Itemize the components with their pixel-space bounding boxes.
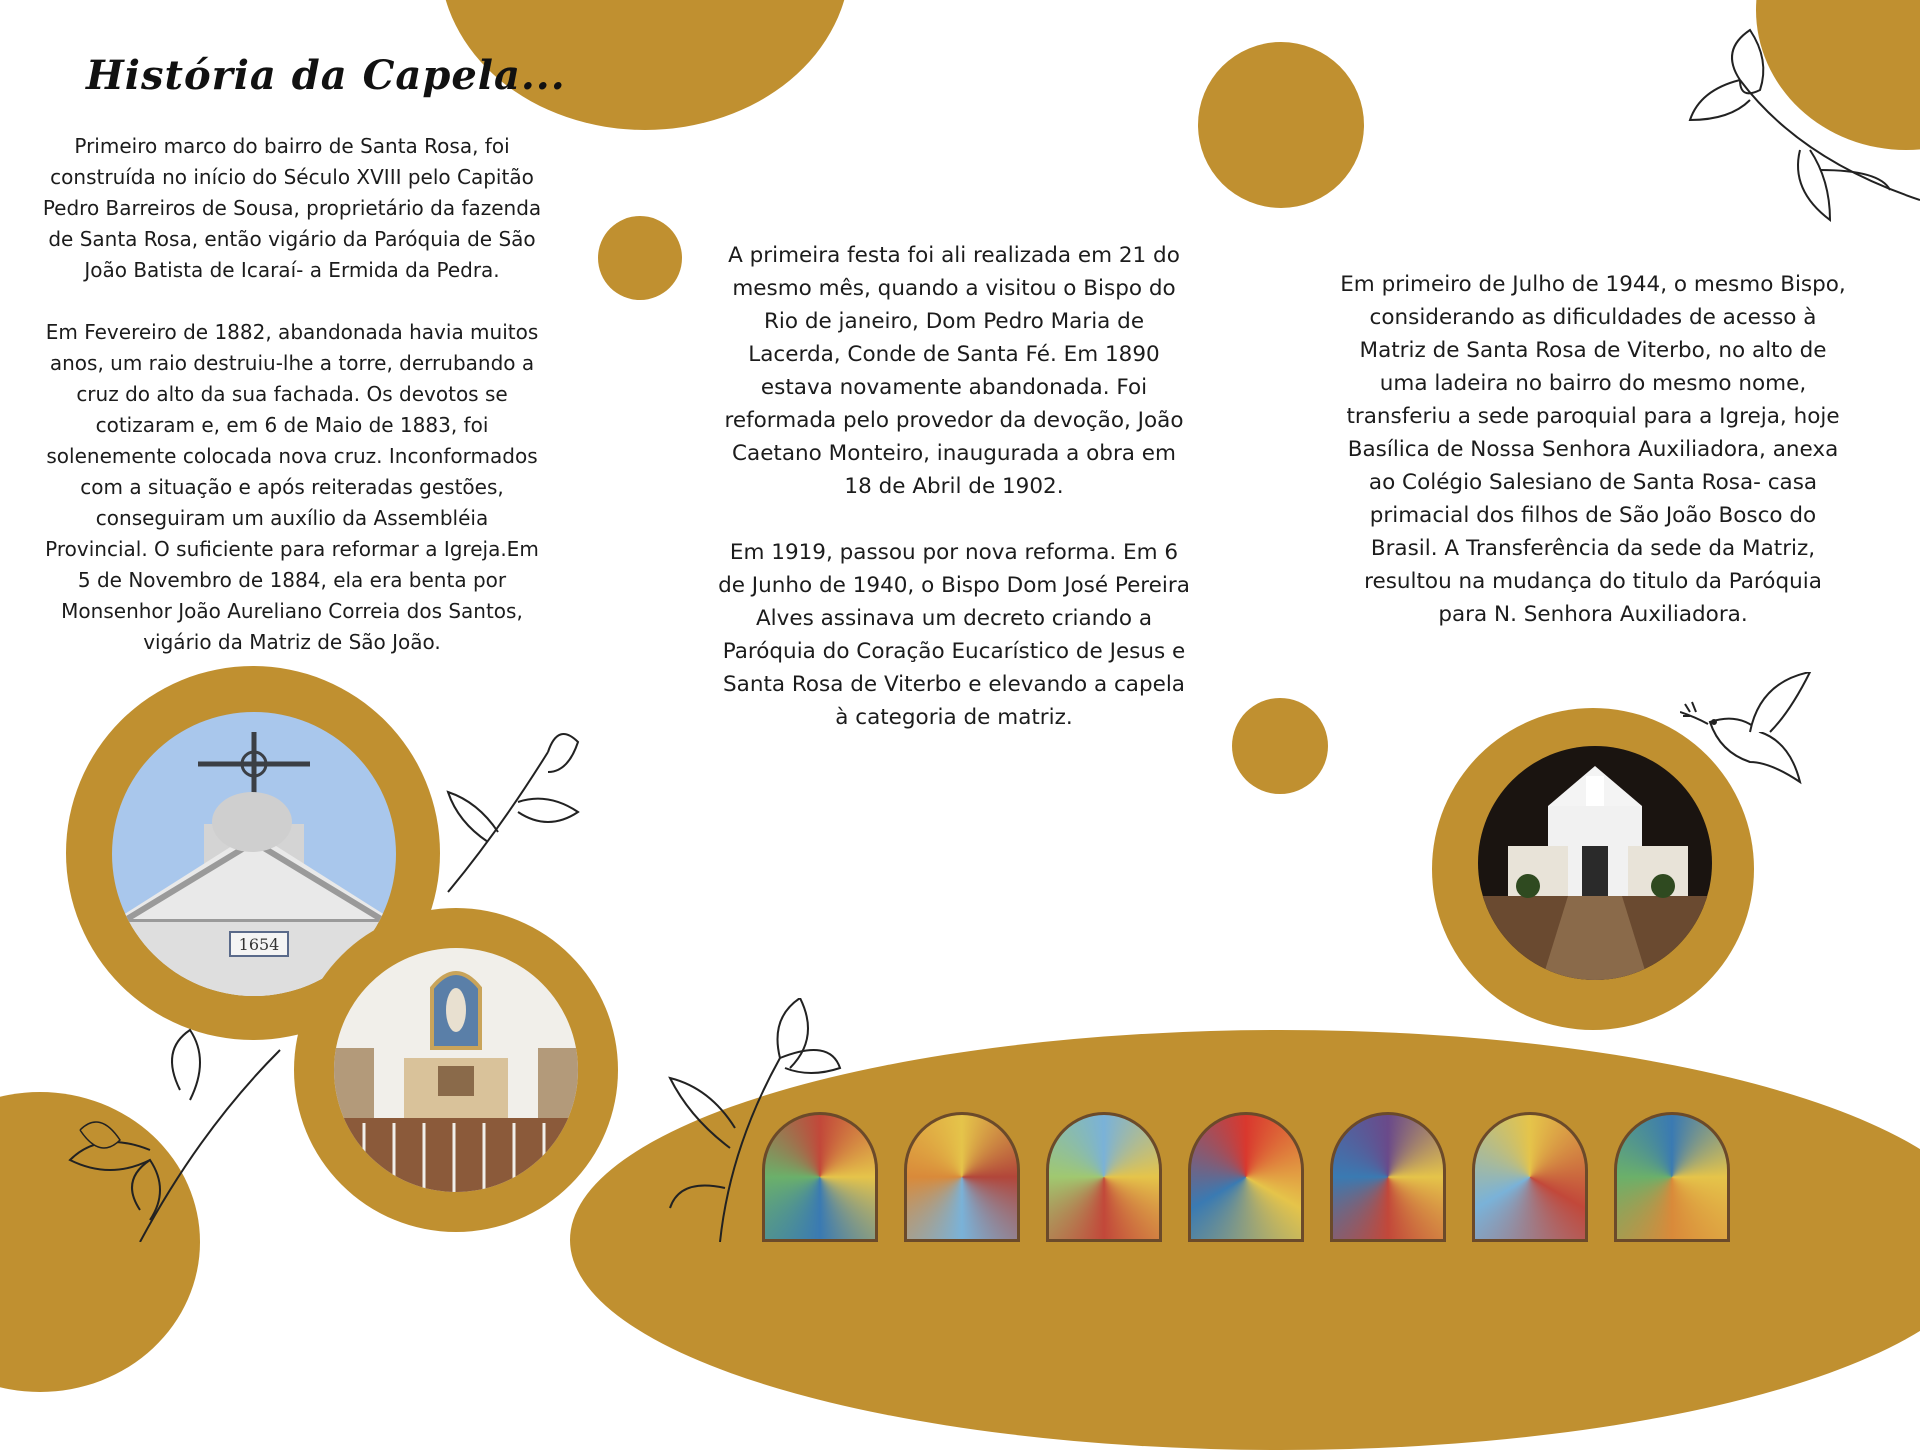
deco-circle: [1198, 42, 1364, 208]
altar-photo: [334, 948, 578, 1192]
paragraph: Primeiro marco do bairro de Santa Rosa, foi construída no início do Século XVIII pelo Capitão Pedro Barreiros de Sousa, proprietário da fazenda de Santa Rosa, então vigário da Paróquia de São João Batista de Icaraí- a Ermida da Pedra.: [42, 134, 542, 282]
page-title: História da Capela...: [86, 52, 566, 99]
deco-circle: [598, 216, 682, 300]
column-2-text: [716, 239, 1192, 767]
lily-icon: [660, 998, 850, 1242]
dove-icon: [1680, 672, 1820, 802]
paragraph: Em primeiro de Julho de 1944, o mesmo Bispo, considerando as dificuldades de acesso à Matriz de Santa Rosa de Viterbo, no alto de uma ladeira no bairro do mesmo nome, transferiu a sede paroquial para a Igreja, hoje Basílica de Nossa Senhora Auxiliadora, anexa ao Colégio Salesiano de Santa Rosa- casa primacial dos filhos de São João Bosco do Brasil. A Transferência da sede da Matriz, resultou na mudança do titulo da Paróquia para N. Senhora Auxiliadora.: [1340, 272, 1846, 627]
deco-circle: [1232, 698, 1328, 794]
lily-icon: [438, 722, 598, 902]
stained-glass-window: [1330, 1112, 1446, 1242]
date-plaque: 1654: [238, 935, 280, 954]
column-1-text: [42, 131, 542, 689]
lily-icon: [1680, 20, 1920, 230]
chapel-night-photo: [1478, 746, 1712, 980]
stained-glass-window: [904, 1112, 1020, 1242]
column-3-text: [1340, 268, 1846, 664]
stained-glass-window: [1188, 1112, 1304, 1242]
stained-glass-window: [1614, 1112, 1730, 1242]
paragraph: A primeira festa foi ali realizada em 21 do mesmo mês, quando a visitou o Bispo do Rio de janeiro, Dom Pedro Maria de Lacerda, Conde de Santa Fé. Em 1890 estava novamente abandonada. Foi reformada pelo provedor da devoção, João Caetano Monteiro, inaugurada a obra em 18 de Abril de 1902.: [724, 243, 1184, 499]
stained-glass-window: [1046, 1112, 1162, 1242]
paragraph: Em Fevereiro de 1882, abandonada havia muitos anos, um raio destruiu-lhe a torre, derrubando a cruz do alto da sua fachada. Os devotos se cotizaram e, em 6 de Maio de 1883, foi solenemente colocada nova cruz. Inconformados com a situação e após reiteradas gestões, conseguiram um auxílio da Assembléia Provincial. O suficiente para reformar a Igreja.Em 5 de Novembro de 1884, ela era benta por Monsenhor João Aureliano Correia dos Santos, vigário da Matriz de São João.: [45, 320, 539, 654]
lily-icon: [60, 1010, 290, 1242]
stained-glass-row: [762, 1106, 1752, 1242]
paragraph: Em 1919, passou por nova reforma. Em 6 de Junho de 1940, o Bispo Dom José Pereira Alves assinava um decreto criando a Paróquia do Coração Eucarístico de Jesus e Santa Rosa de Viterbo e elevando a capela à categoria de matriz.: [718, 540, 1190, 730]
stained-glass-window: [1472, 1112, 1588, 1242]
